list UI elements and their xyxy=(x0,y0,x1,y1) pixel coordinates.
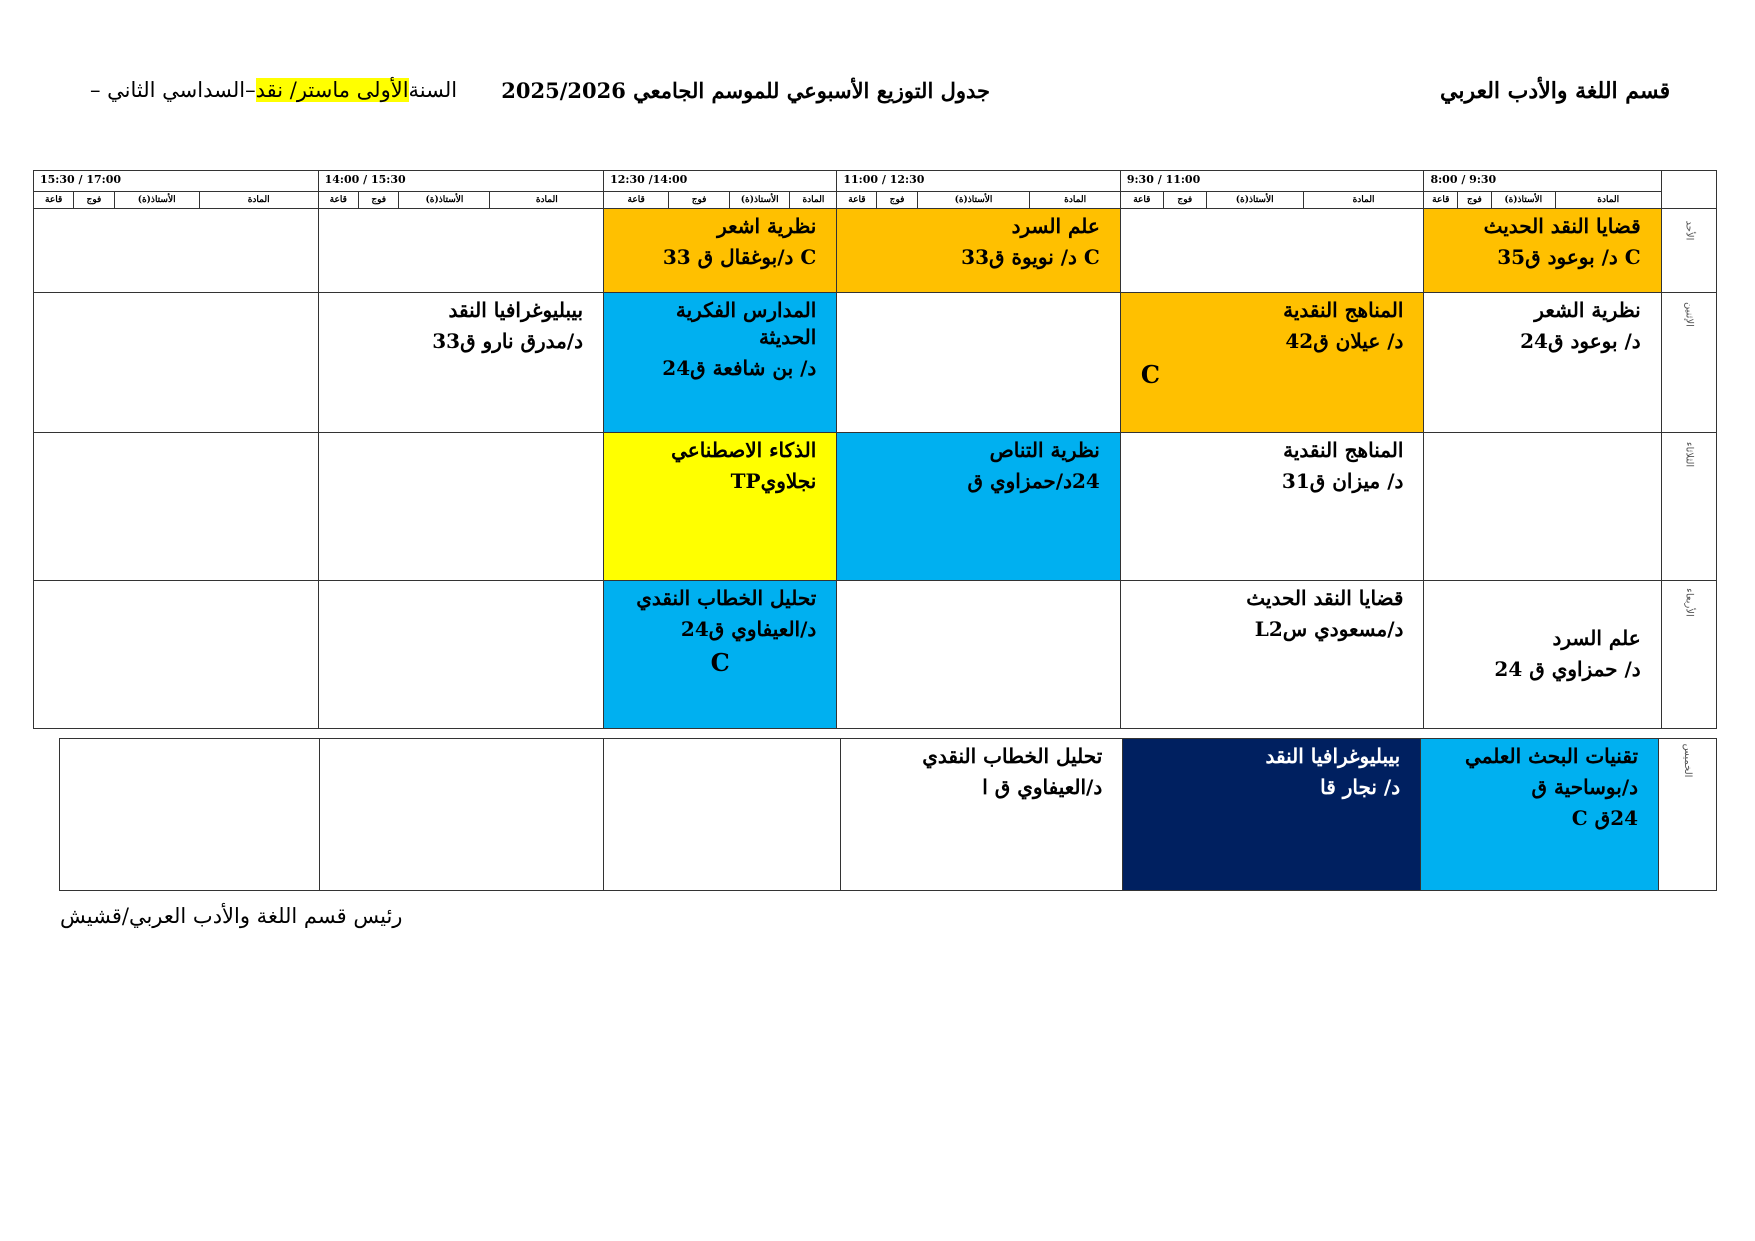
session-cell xyxy=(1120,433,1424,581)
teacher-header: الأستاذ(ة) xyxy=(917,192,1030,208)
session-cell xyxy=(1424,581,1661,729)
sub-headers xyxy=(837,192,1120,208)
time-slot-4: 14:00/ 12:30 xyxy=(604,171,837,192)
session-teacher: C د/بوغقال ق 33 xyxy=(662,245,817,269)
teacher-header: الأستاذ(ة) xyxy=(398,192,489,208)
empty-cell xyxy=(60,739,320,891)
empty-cell xyxy=(318,209,604,293)
session-teacher: د/ حمزاوي ق 24 xyxy=(1494,657,1641,681)
empty-cell xyxy=(318,433,604,581)
session-subject: علم السرد xyxy=(1552,626,1641,650)
sub-headers xyxy=(319,192,604,208)
session-subject: قضايا النقد الحديث xyxy=(1483,214,1641,238)
time-slot-2: 11:00 / 9:30 xyxy=(1120,171,1424,192)
session-teacher: د/ بوعود ق24 xyxy=(1520,329,1641,353)
teacher-header: الأستاذ(ة) xyxy=(1206,192,1303,208)
empty-cell xyxy=(34,293,319,433)
department-head-signature: رئيس قسم اللغة والأدب العربي/قشيش xyxy=(60,904,403,928)
session-subject: بيبليوغرافيا النقد xyxy=(1265,744,1401,768)
session-subject: قضايا النقد الحديث xyxy=(1246,586,1404,610)
empty-cell xyxy=(318,581,604,729)
group-header: فوج xyxy=(876,192,916,208)
row-tuesday xyxy=(34,433,1717,581)
day-label-wednesday: الأربعاء xyxy=(1661,581,1716,729)
row-wednesday xyxy=(34,581,1717,729)
time-header-row xyxy=(34,171,1717,192)
session-subject: نظرية الشعر xyxy=(1534,298,1641,322)
department-title: قسم اللغة والأدب العربي xyxy=(1440,78,1671,104)
row-thursday xyxy=(60,739,1717,891)
sub-headers xyxy=(1424,192,1660,208)
session-cell xyxy=(1120,293,1424,433)
group-header: فوج xyxy=(73,192,113,208)
subject-header: المادة xyxy=(489,192,603,208)
session-group: C xyxy=(1140,360,1160,389)
session-cell xyxy=(837,209,1121,293)
year-prefix: السنة xyxy=(408,78,458,102)
session-cell xyxy=(604,293,837,433)
session-teacher: د/العيفاوي ق24 xyxy=(680,617,817,641)
session-subject: علم السرد xyxy=(1011,214,1100,238)
session-cell xyxy=(1424,293,1661,433)
session-cell xyxy=(604,581,837,729)
room-header: قاعة xyxy=(1432,195,1450,205)
time-slot-5: 15:30 / 14:00 xyxy=(318,171,604,192)
session-teacher: 24د/حمزاوي ق xyxy=(967,469,1100,493)
session-teacher: د/ نجار قا xyxy=(1320,775,1401,799)
session-teacher: د/بوساحية ق xyxy=(1531,775,1639,799)
session-teacher: C د/ بوعود ق35 xyxy=(1497,245,1641,269)
session-teacher: C د/ نويوة ق33 xyxy=(961,245,1100,269)
session-cell xyxy=(1424,209,1661,293)
year-highlight: الأولى ماستر/ نقد xyxy=(255,78,409,102)
teacher-header: الأستاذ(ة) xyxy=(729,192,790,208)
session-teacher: د/ عيلان ق42 xyxy=(1285,329,1404,353)
session-cell xyxy=(841,739,1123,891)
session-teacher: د/ ميزان ق31 xyxy=(1281,469,1404,493)
empty-cell xyxy=(837,581,1121,729)
year-suffix: –السداسي الثاني – xyxy=(90,78,256,102)
session-cell xyxy=(1123,739,1421,891)
session-cell xyxy=(1120,581,1424,729)
group-header: فوج xyxy=(1163,192,1206,208)
teacher-header: الأستاذ(ة) xyxy=(1491,192,1555,208)
session-subject: المناهج النقدية xyxy=(1283,438,1404,462)
subject-header: المادة xyxy=(1303,192,1424,208)
day-label-thursday: الخميس xyxy=(1659,739,1717,891)
row-monday xyxy=(34,293,1717,433)
session-cell xyxy=(318,293,604,433)
session-subject: نظرية اشعر xyxy=(717,214,817,238)
empty-cell xyxy=(1120,209,1424,293)
day-label-tuesday: الثلاثاء xyxy=(1661,433,1716,581)
session-subject: نظرية التناص xyxy=(989,438,1100,462)
subject-header: المادة xyxy=(199,192,318,208)
empty-cell xyxy=(603,739,841,891)
room-header: قاعة xyxy=(329,195,347,205)
session-subject: الذكاء الاصطناعي xyxy=(671,438,817,462)
teacher-header: الأستاذ(ة) xyxy=(114,192,199,208)
room-header: قاعة xyxy=(45,195,63,205)
schedule-title: جدول التوزيع الأسبوعي للموسم الجامعي 2025/2026 xyxy=(501,78,990,103)
session-teacher: د/ بن شافعة ق24 xyxy=(662,356,817,380)
session-subject: تقنيات البحث العلمي xyxy=(1465,744,1639,768)
session-subject: المناهج النقدية xyxy=(1283,298,1404,322)
empty-cell xyxy=(34,433,319,581)
session-teacher: د/العيفاوي ق ا xyxy=(982,775,1103,799)
subject-header: المادة xyxy=(789,192,836,208)
group-header: فوج xyxy=(358,192,398,208)
time-slot-1: 9:30 / 8:00 xyxy=(1424,171,1661,192)
group-header: فوج xyxy=(1457,192,1491,208)
sub-headers xyxy=(1121,192,1424,208)
empty-cell xyxy=(34,209,319,293)
schedule-table xyxy=(33,170,1717,729)
session-subject: تحليل الخطاب النقدي xyxy=(922,744,1103,768)
time-slot-3: 12:30 / 11:00 xyxy=(837,171,1121,192)
empty-cell xyxy=(1424,433,1661,581)
session-subject: بيبليوغرافيا النقد xyxy=(448,298,584,322)
session-teacher: نجلاويTP xyxy=(730,469,817,493)
room-header: قاعة xyxy=(1133,195,1151,205)
empty-cell xyxy=(319,739,603,891)
subject-header: المادة xyxy=(1555,192,1661,208)
session-cell xyxy=(604,433,837,581)
year-label xyxy=(90,78,457,102)
session-subject: تحليل الخطاب النقدي xyxy=(636,586,817,610)
session-teacher: د/مدرق نارو ق33 xyxy=(432,329,584,353)
session-teacher: د/مسعودي سL2 xyxy=(1254,617,1404,641)
day-label-monday: الإثنين xyxy=(1661,293,1716,433)
sub-headers xyxy=(604,192,836,208)
group-header: فوج xyxy=(668,192,729,208)
subject-header: المادة xyxy=(1029,192,1119,208)
session-group: C xyxy=(710,648,730,677)
empty-cell xyxy=(34,581,319,729)
session-cell xyxy=(837,433,1121,581)
room-header: قاعة xyxy=(848,195,866,205)
sub-header-row xyxy=(34,192,1717,209)
day-label-sunday: الأحد xyxy=(1661,209,1716,293)
time-slot-6: 17:00 / 15:30 xyxy=(34,171,319,192)
session-cell xyxy=(604,209,837,293)
session-room: 24ق C xyxy=(1571,806,1639,830)
sub-headers xyxy=(34,192,318,208)
room-header: قاعة xyxy=(627,195,645,205)
thursday-table xyxy=(59,738,1717,891)
row-sunday xyxy=(34,209,1717,293)
empty-cell xyxy=(837,293,1121,433)
session-subject: المدارس الفكرية الحديثة xyxy=(675,298,817,349)
session-cell xyxy=(1421,739,1659,891)
